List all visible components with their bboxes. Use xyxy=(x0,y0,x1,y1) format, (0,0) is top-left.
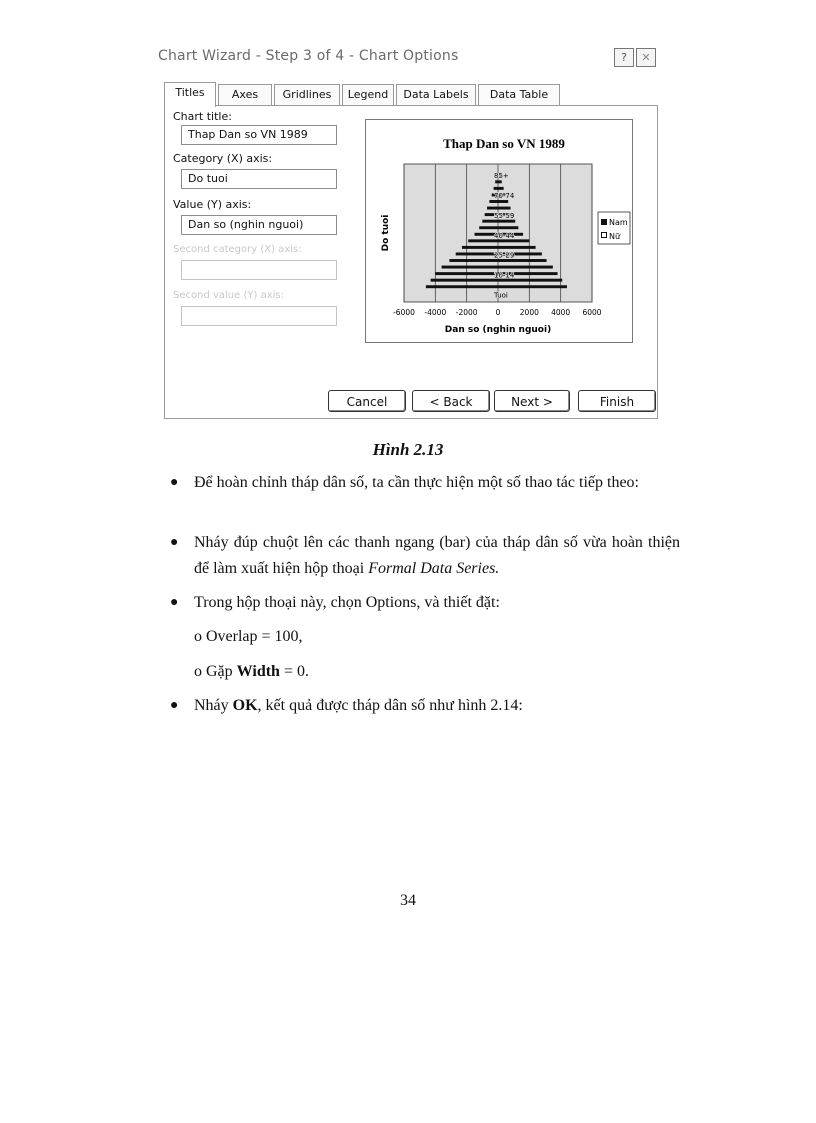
bar-nam xyxy=(431,279,498,282)
bar-nu xyxy=(498,200,508,203)
x-tick-label: -2000 xyxy=(455,308,478,317)
bar-nam xyxy=(468,239,498,242)
bar-nam xyxy=(449,259,498,262)
bar-nam xyxy=(426,285,498,288)
category-label: 40-44 xyxy=(494,231,515,240)
dialog-name: Formal Data Series. xyxy=(368,560,500,577)
bullet-item xyxy=(170,470,680,496)
tab-titles[interactable]: Titles xyxy=(164,82,216,107)
bar-nu xyxy=(498,239,529,242)
y-axis-title: Do tuoi xyxy=(381,214,391,252)
bar-nam xyxy=(495,180,498,183)
x-tick-labels xyxy=(393,308,602,317)
x-tick-label: -6000 xyxy=(393,308,415,317)
legend xyxy=(598,212,630,244)
bullet-text xyxy=(194,530,680,582)
bar-nu xyxy=(498,187,504,190)
tab-axes[interactable]: Axes xyxy=(218,84,272,105)
category-label: 25-29 xyxy=(494,251,515,260)
legend-swatch-nam xyxy=(601,219,607,225)
bullet-dot: ● xyxy=(170,698,179,713)
tab-data-table[interactable]: Data Table xyxy=(478,84,560,105)
bar-nu xyxy=(498,220,515,223)
bar-nu xyxy=(498,226,518,229)
bar-nam xyxy=(435,272,498,275)
bullet-item xyxy=(170,590,680,616)
category-axis-label: Category (X) axis: xyxy=(173,152,273,165)
bullet-dot: ● xyxy=(170,535,179,550)
x-tick-label: 0 xyxy=(495,308,501,317)
legend-entry-nam: Nam xyxy=(609,218,628,227)
second-value-axis-input[interactable] xyxy=(181,306,337,326)
bar-nu xyxy=(498,207,511,210)
value-axis-input[interactable]: Dan so (nghin nguoi) xyxy=(181,215,337,235)
x-tick-label: 4000 xyxy=(551,308,571,317)
x-tick-label: 6000 xyxy=(582,308,602,317)
bullet-text: Trong hộp thoại này, chọn Options, và thiết đặt: xyxy=(194,594,500,611)
chart-title-text: Thap Dan so VN 1989 xyxy=(443,136,565,151)
bullet-dot: ● xyxy=(170,595,179,610)
bullet-text-main: Nháy đúp chuột lên các thanh ngang (bar) của tháp dân số vừa hoàn thiện để làm xuất hiện hộp thoại xyxy=(194,534,680,577)
sub-item-bold: Width xyxy=(236,663,280,680)
category-label: 10-14 xyxy=(494,271,515,280)
bullet-text: Để hoàn chỉnh tháp dân số, ta cần thực hiện một số thao tác tiếp theo: xyxy=(194,474,639,491)
bullet-text xyxy=(194,693,680,719)
bar-nu xyxy=(498,246,536,249)
chart-title-input[interactable]: Thap Dan so VN 1989 xyxy=(181,125,337,145)
dialog-title: Chart Wizard - Step 3 of 4 - Chart Options xyxy=(158,48,459,64)
chart-wizard-dialog xyxy=(152,40,672,420)
page-number: 34 xyxy=(400,892,416,909)
second-category-axis-label: Second category (X) axis: xyxy=(173,244,302,255)
bullet-text-rest: , kết quả được tháp dân số như hình 2.14: xyxy=(257,697,523,714)
bar-nam xyxy=(487,207,498,210)
sub-item-gap-width xyxy=(194,659,309,685)
tab-legend[interactable]: Legend xyxy=(342,84,394,105)
bar-nam xyxy=(442,266,498,269)
ok-bold: OK xyxy=(232,697,258,714)
bar-nu xyxy=(498,266,553,269)
bar-nu xyxy=(498,180,502,183)
cancel-button[interactable]: Cancel xyxy=(328,390,406,412)
second-category-axis-input[interactable] xyxy=(181,260,337,280)
bar-nam xyxy=(456,252,498,255)
bar-nu xyxy=(498,285,567,288)
bar-nam xyxy=(479,226,498,229)
x-tick-label: 2000 xyxy=(519,308,539,317)
legend-swatch-nu xyxy=(602,233,607,238)
sub-item-text: o Overlap = 100, xyxy=(194,628,303,645)
sub-item-text: o Gặp xyxy=(194,663,237,680)
chart-preview xyxy=(365,119,633,343)
x-axis-title: Dan so (nghin nguoi) xyxy=(444,325,552,335)
category-label: Tuoi xyxy=(494,291,508,300)
bullet-dot: ● xyxy=(170,475,179,490)
close-icon: ✕ xyxy=(641,51,651,64)
category-label: 70-74 xyxy=(494,191,515,200)
population-pyramid-chart xyxy=(366,120,632,342)
finish-button[interactable]: Finish xyxy=(578,390,656,412)
category-label: 55-59 xyxy=(494,211,515,220)
legend-entry-nu: Nữ xyxy=(609,232,621,241)
titles-panel xyxy=(164,105,658,419)
back-button[interactable]: < Back xyxy=(412,390,490,412)
bullet-item xyxy=(170,693,680,719)
next-button[interactable]: Next > xyxy=(494,390,570,412)
x-tick-label: -4000 xyxy=(424,308,447,317)
bar-nam xyxy=(494,187,498,190)
figure-caption: Hình 2.13 xyxy=(372,440,444,459)
bar-nam xyxy=(462,246,498,249)
bullet-item xyxy=(170,530,680,582)
sub-item-overlap xyxy=(194,624,303,650)
value-axis-label: Value (Y) axis: xyxy=(173,198,252,211)
bar-nam xyxy=(482,220,498,223)
tab-data-labels[interactable]: Data Labels xyxy=(396,84,476,105)
bullet-text-main: Nháy xyxy=(194,697,233,714)
sub-item-suffix: = 0. xyxy=(279,663,309,680)
tab-gridlines[interactable]: Gridlines xyxy=(274,84,340,105)
bar-nam xyxy=(489,200,498,203)
close-button[interactable] xyxy=(636,48,656,67)
second-value-axis-label: Second value (Y) axis: xyxy=(173,290,284,301)
chart-title-label: Chart title: xyxy=(173,110,232,123)
category-axis-input[interactable]: Do tuoi xyxy=(181,169,337,189)
help-button[interactable]: ? xyxy=(614,48,634,67)
category-label: 85+ xyxy=(494,172,509,180)
